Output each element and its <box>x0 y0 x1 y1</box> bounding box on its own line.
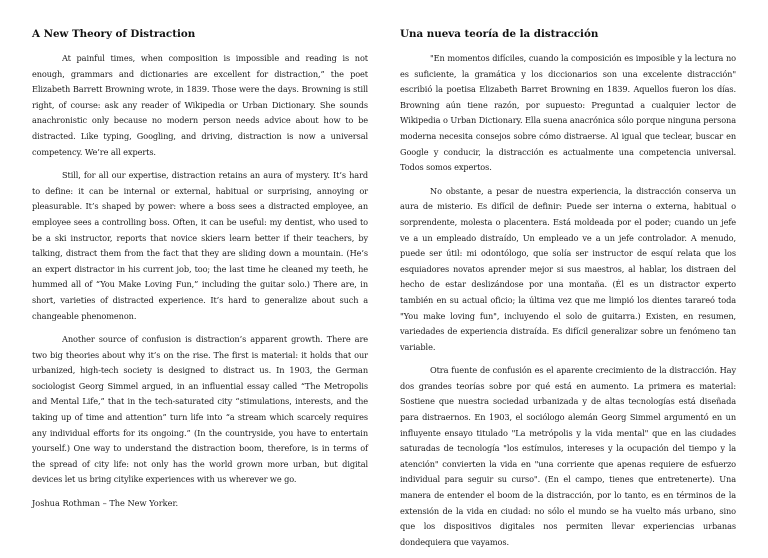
spanish-title: Una nueva teoría de la distracción <box>400 28 599 40</box>
byline: Joshua Rothman – The New Yorker. <box>32 498 179 509</box>
spanish-paragraph-2: No obstante, a pesar de nuestra experiencia, la distracción conserva un aura de misterio. Es difícil de definir: Puede ser interna o externa, habitual o sorprendente, molesta o placentera. Está moldeada por el poder; cuando un jefe ve a un empleado distraído, Un empleado ve a un jefe controlador. A menudo, puede ser útil: mi odontólogo, que solía ser instructor de esquí relata que los esquiadores novatos aprender mejor si sus maestros, al hablar, los distraen del hecho de estar deslizándose por una montaña. (Él es un distractor experto también en su actual oficio; la última vez que me limpió los dientes tarareó toda "You make loving fun", incluyendo el solo de guitarra.) Existen, en resumen, variedades de experiencia distraída. Es difícil generalizar sobre un fenómeno tan variable. <box>400 185 736 352</box>
english-paragraph-3: Another source of confusion is distraction’s apparent growth. There are two big theories about why it’s on the rise. The first is material: it holds that our urbanized, high-tech society is designed to distract us. In 1903, the German sociologist Georg Simmel argued, in an influential essay called “The Metropolis and Mental Life,” that in the tech-saturated city “stimulations, interests, and the taking up of time and attention” turn life into “a stream which scarcely requires any individual efforts for its ongoing.” (In the countryside, you have to entertain yourself.) One way to understand the distraction boom, therefore, is in terms of the spread of city life: not only has the world grown more urban, but digital devices let us bring citylike experiences with us wherever we go. <box>32 334 368 485</box>
english-column <box>32 26 368 512</box>
spanish-paragraph-3: Otra fuente de confusión es el aparente crecimiento de la distracción. Hay dos grandes teorías sobre por qué está en aumento. La primera es material: Sostiene que nuestra sociedad urbanizada y de altas tecnologías está diseñada para distraernos. En 1903, el sociólogo alemán Georg Simmel argumentó en un influyente ensayo titulado "La metrópolis y la vida mental" que en las ciudades saturadas de tecnología "los estímulos, intereses y la ocupación del tiempo y la atención" convierten la vida en "una corriente que apenas requiere de esfuerzo individual para seguir su curso". (En el campo, tienes que entretenerte). Una manera de entender el boom de la distracción, por lo tanto, es en términos de la extensión de la vida en ciudad: no sólo el mundo se ha vuelto más urbano, sino que los dispositivos digitales nos permiten llevar experiencias urbanas dondequiera que vayamos. <box>400 365 736 547</box>
spanish-column <box>400 26 736 558</box>
english-paragraph-1: At painful times, when composition is impossible and reading is not enough, grammars and dictionaries are excellent for distraction,” the poet Elizabeth Barrett Browning wrote, in 1839. Those were the days. Browning is still right, of course: ask any reader of Wikipedia or Urban Dictionary. She sounds anachronistic only because no modern person needs advice about how to be distracted. Like typing, Googling, and driving, distraction is now a universal competency. We’re all experts. <box>32 53 368 157</box>
spanish-paragraph-1: "En momentos difíciles, cuando la composición es imposible y la lectura no es suficiente, la gramática y los diccionarios son una excelente distracción" escribió la poetisa Elizabeth Barret Browning en 1839. Aquellos fueron los días. Browning aún tiene razón, por supuesto: Preguntad a cualquier lector de Wikipedia o Urban Dictionary. Ella suena anacrónica sólo porque ninguna persona moderna necesita consejos sobre cómo distraerse. Al igual que teclear, buscar en Google y conducir, la distracción es actualmente una competencia universal. Todos somos expertos. <box>400 53 736 173</box>
english-title: A New Theory of Distraction <box>32 28 196 40</box>
english-paragraph-2: Still, for all our expertise, distraction retains an aura of mystery. It’s hard to define: it can be internal or external, habitual or surprising, annoying or pleasurable. It’s shaped by power: where a boss sees a distracted employee, an employee sees a controlling boss. Often, it can be useful: my dentist, who used to be a ski instructor, reports that novice skiers learn better if their teachers, by talking, distract them from the fact that they are sliding down a mountain. (He’s an expert distractor in his current job, too; the last time he cleaned my teeth, he hummed all of “You Make Loving Fun,” including the guitar solo.) There are, in short, varieties of distracted experience. It’s hard to generalize about such a changeable phenomenon. <box>32 170 368 321</box>
